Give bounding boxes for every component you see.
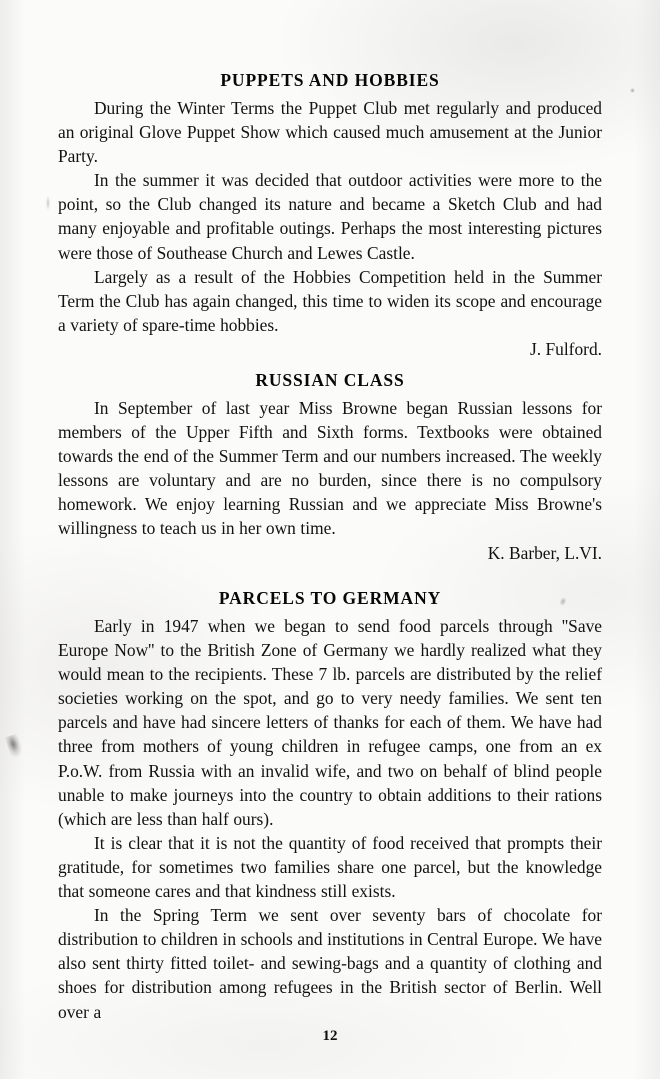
article-title-parcels-to-germany: PARCELS TO GERMANY — [218, 588, 442, 608]
paragraph: It is clear that it is not the quantity of food received that prompts their gratitude, for sometimes two families share one parcel, but the knowledge that someone cares and that kindness still exists. — [58, 832, 602, 902]
article-parcels-to-germany — [58, 588, 602, 1024]
article-russian-class — [58, 370, 602, 565]
article-signature: K. Barber, L.VI. — [487, 542, 602, 563]
ink-speck-top-right — [630, 88, 635, 93]
page-number: 12 — [322, 1028, 338, 1044]
ink-smudge-left-margin — [5, 734, 24, 759]
page-edge-shadow-left — [0, 0, 26, 1079]
article-puppets-and-hobbies — [58, 70, 602, 361]
paragraph: During the Winter Terms the Puppet Club met regularly and produced an original Glove Puppet Show which caused much amusement at the Junior Party. — [58, 98, 602, 167]
paragraph: Early in 1947 when we began to send food parcels through ''Save Europe Now'' to the British Zone of Germany we hardly realized what they would mean to the recipients. These 7 lb. parcels are distributed by the relief societies working on the spot, and go to very needy families. We sent ten parcels and have had sincere letters of thanks for each of them. We have had three from mothers of young children in refugee camps, one from an ex P.o.W. from Russia with an invalid wife, and two on behalf of blind people unable to make journeys into the country to obtain additions to their rations (which are less than half ours). — [58, 616, 602, 829]
page-edge-shadow-right — [634, 0, 660, 1079]
ink-speck-left-edge — [46, 196, 50, 210]
paragraph: In the summer it was decided that outdoor activities were more to the point, so the Club changed its nature and became a Sketch Club and had many enjoyable and profitable outings. Perhaps the most interesting pictures were those of Southease Church and Lewes Castle. — [58, 170, 602, 263]
article-title-puppets-and-hobbies: PUPPETS AND HOBBIES — [220, 70, 440, 90]
paragraph: Largely as a result of the Hobbies Competition held in the Summer Term the Club has again changed, this time to widen its scope and encourage a variety of spare-time hobbies. — [58, 266, 602, 335]
article-title-russian-class: RUSSIAN CLASS — [255, 370, 405, 390]
paragraph: In the Spring Term we sent over seventy bars of chocolate for distribution to children in schools and institutions in Central Europe. We have also sent thirty fitted toilet- and sewing-bags and a quantity of clothing and shoes for distribution among refugees in the British sector of Berlin. Well over a — [58, 905, 602, 1022]
article-signature: J. Fulford. — [530, 338, 602, 359]
paragraph: In September of last year Miss Browne began Russian lessons for members of the Upper Fifth and Sixth forms. Textbooks were obtained towards the end of the Summer Term and our numbers increased. The weekly lessons are voluntary and are no burden, since there is no compulsory homework. We enjoy learning Russian and we appreciate Miss Browne's willingness to teach us in her own time. — [58, 398, 602, 539]
